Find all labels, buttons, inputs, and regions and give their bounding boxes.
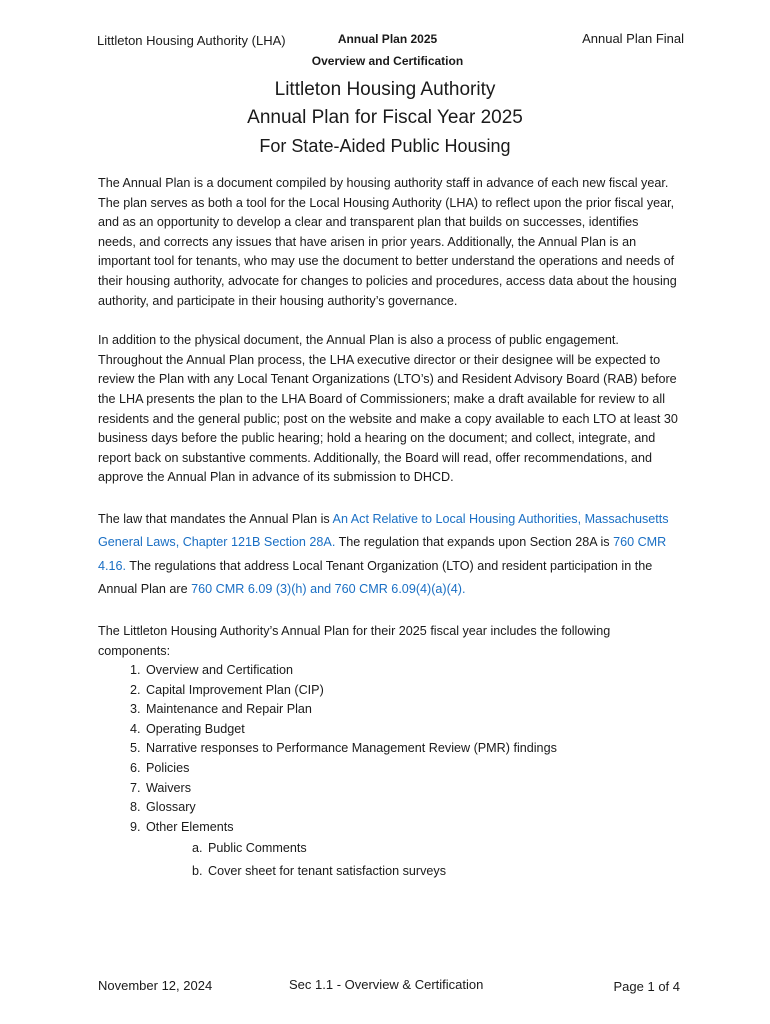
list-item: 2. Capital Improvement Plan (CIP) [144, 681, 678, 701]
document-title [0, 76, 770, 160]
footer-section: Sec 1.1 - Overview & Certification [289, 977, 484, 992]
header-center-line2: Overview and Certification [311, 54, 464, 68]
law-link-act[interactable]: An Act Relative to Local Housing Authorities, Massachusetts General Laws, Chapter 121B Section 28A. [98, 511, 669, 550]
law-text-1: The law that mandates the Annual Plan is [98, 511, 333, 526]
header-left: Littleton Housing Authority (LHA) [97, 33, 286, 48]
list-item [144, 818, 678, 884]
header-center-line1: Annual Plan 2025 [337, 32, 438, 46]
paragraph-intro: The Annual Plan is a document compiled by housing authority staff in advance of each new fiscal year. The plan serves as both a tool for the Local Housing Authority (LHA) to reflect upon the prior fiscal year, and as an opportunity to develop a clear and transparent plan that builds on successes, identifies needs, and corrects any issues that have arisen in prior years. Additionally, the Annual Plan is an important tool for tenants, who may use the document to better understand the operations and needs of their housing authority, advocate for changes to policies and procedures, access data about the housing authority, and participate in their housing authority’s governance. [98, 176, 677, 308]
title-line1: Littleton Housing Authority [274, 79, 496, 100]
list-item-label: Other Elements [146, 819, 234, 834]
title-line2: Annual Plan for Fiscal Year 2025 [247, 107, 523, 128]
list-item: 7. Waivers [144, 779, 678, 799]
other-elements-list [146, 837, 678, 883]
sub-list-item: b. Cover sheet for tenant satisfaction surveys [206, 860, 678, 883]
document-body [98, 174, 678, 883]
list-item: 3. Maintenance and Repair Plan [144, 700, 678, 720]
list-item: 1. Overview and Certification [144, 661, 678, 681]
footer-page-number: Page 1 of 4 [613, 979, 680, 994]
sub-list-item: a. Public Comments [206, 837, 678, 860]
components-list [98, 661, 678, 883]
paragraph-law [98, 508, 678, 602]
header-center [280, 28, 495, 72]
footer-date: November 12, 2024 [98, 978, 213, 993]
law-text-2: The regulation that expands upon Section 28A is [335, 535, 614, 550]
list-item: 6. Policies [144, 759, 678, 779]
list-item: 5. Narrative responses to Performance Management Review (PMR) findings [144, 739, 678, 759]
title-line3: For State-Aided Public Housing [259, 136, 511, 156]
law-link-760cmr-416[interactable]: 760 CMR 4.16. [98, 535, 667, 573]
list-item: 8. Glossary [144, 798, 678, 818]
law-link-760cmr-609[interactable]: 760 CMR 6.09 (3)(h) and 760 CMR 6.09(4)(a)(4). [191, 582, 466, 597]
list-item: 4. Operating Budget [144, 720, 678, 740]
law-text-3: The regulations that address Local Tenant Organization (LTO) and resident participation in the Annual Plan are [98, 558, 653, 597]
components-intro: The Littleton Housing Authority’s Annual Plan for their 2025 fiscal year includes the following components: [98, 623, 611, 658]
header-right: Annual Plan Final [582, 31, 684, 46]
paragraph-process: In addition to the physical document, the Annual Plan is also a process of public engagement. Throughout the Annual Plan process, the LHA executive director or their designee will be expected to review the Plan with any Local Tenant Organizations (LTO’s) and Resident Advisory Board (RAB) before the LHA presents the plan to the LHA Board of Commissioners; make a draft available for review to all residents and the general public; post on the website and make a copy available to each LTO at least 30 business days before the public hearing; hold a hearing on the document; and collect, integrate, and report back on substantive comments. Additionally, the Board will read, offer recommendations, and approve the Annual Plan in advance of its submission to DHCD. [98, 333, 678, 485]
